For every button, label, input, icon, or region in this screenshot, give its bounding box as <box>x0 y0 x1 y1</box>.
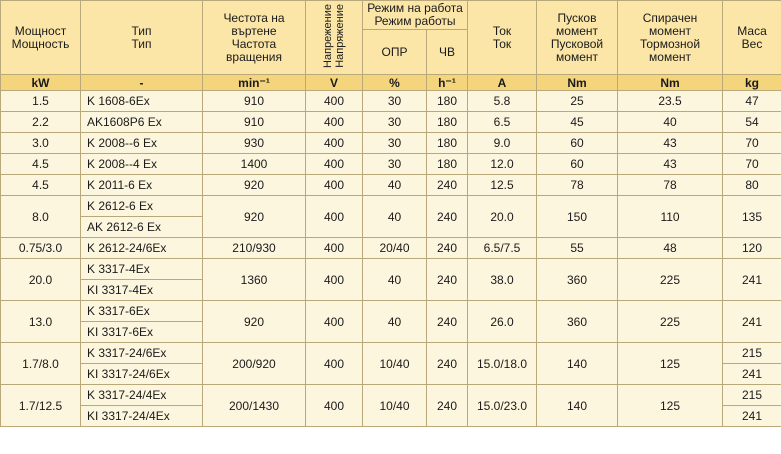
cell-mass: 54 <box>723 112 781 133</box>
cell-brake-torque: 110 <box>618 196 723 238</box>
cell-mass: 80 <box>723 175 781 196</box>
header-current: Ток Ток <box>468 1 537 75</box>
cell-voltage: 400 <box>306 175 363 196</box>
cell-voltage: 400 <box>306 133 363 154</box>
cell-brake-torque: 23.5 <box>618 91 723 112</box>
header-start-torque: Пусков момент Пусковой момент <box>537 1 618 75</box>
cell-speed: 200/1430 <box>203 385 306 427</box>
table-row <box>1 175 781 196</box>
cell-speed: 210/930 <box>203 238 306 259</box>
cell-type: K 3317-4Ex <box>81 259 203 280</box>
header-power: Мощност Мощность <box>1 1 81 75</box>
cell-type: K 1608-6Ex <box>81 91 203 112</box>
unit-opr: % <box>363 75 427 91</box>
cell-speed: 200/920 <box>203 343 306 385</box>
cell-current: 15.0/23.0 <box>468 385 537 427</box>
cell-opr: 30 <box>363 133 427 154</box>
cell-start-torque: 55 <box>537 238 618 259</box>
cell-opr: 30 <box>363 112 427 133</box>
cell-power: 20.0 <box>1 259 81 301</box>
cell-chv: 240 <box>427 238 468 259</box>
cell-voltage: 400 <box>306 91 363 112</box>
cell-start-torque: 60 <box>537 154 618 175</box>
cell-start-torque: 360 <box>537 259 618 301</box>
cell-start-torque: 45 <box>537 112 618 133</box>
cell-brake-torque: 125 <box>618 385 723 427</box>
cell-current: 26.0 <box>468 301 537 343</box>
cell-current: 20.0 <box>468 196 537 238</box>
header-type: Тип Тип <box>81 1 203 75</box>
table-row <box>1 385 781 406</box>
cell-mass: 47 <box>723 91 781 112</box>
table-row <box>1 259 781 280</box>
cell-voltage: 400 <box>306 154 363 175</box>
cell-opr: 30 <box>363 154 427 175</box>
table-row <box>1 301 781 322</box>
cell-brake-torque: 43 <box>618 154 723 175</box>
cell-current: 38.0 <box>468 259 537 301</box>
cell-mass: 215 <box>723 385 781 406</box>
cell-mass: 215 <box>723 343 781 364</box>
cell-power: 0.75/3.0 <box>1 238 81 259</box>
cell-power: 8.0 <box>1 196 81 238</box>
cell-speed: 920 <box>203 301 306 343</box>
cell-brake-torque: 40 <box>618 112 723 133</box>
cell-type: KI 3317-24/4Ex <box>81 406 203 427</box>
cell-speed: 910 <box>203 91 306 112</box>
table-body <box>1 91 781 427</box>
cell-speed: 1360 <box>203 259 306 301</box>
unit-brake-torque: Nm <box>618 75 723 91</box>
cell-brake-torque: 225 <box>618 259 723 301</box>
unit-chv: h⁻¹ <box>427 75 468 91</box>
cell-opr: 10/40 <box>363 385 427 427</box>
cell-mass: 241 <box>723 259 781 301</box>
cell-current: 6.5/7.5 <box>468 238 537 259</box>
cell-power: 1.7/8.0 <box>1 343 81 385</box>
cell-speed: 920 <box>203 175 306 196</box>
cell-chv: 240 <box>427 385 468 427</box>
cell-type: KI 3317-6Ex <box>81 322 203 343</box>
cell-mass: 241 <box>723 301 781 343</box>
cell-opr: 40 <box>363 301 427 343</box>
unit-speed: min⁻¹ <box>203 75 306 91</box>
cell-chv: 180 <box>427 154 468 175</box>
header-mode-opr: ОПР <box>363 30 427 75</box>
header-mode-chv: ЧВ <box>427 30 468 75</box>
cell-power: 3.0 <box>1 133 81 154</box>
cell-current: 6.5 <box>468 112 537 133</box>
cell-start-torque: 78 <box>537 175 618 196</box>
cell-voltage: 400 <box>306 112 363 133</box>
cell-start-torque: 360 <box>537 301 618 343</box>
unit-start-torque: Nm <box>537 75 618 91</box>
table-row <box>1 112 781 133</box>
cell-start-torque: 140 <box>537 343 618 385</box>
header-mode: Режим на работа Режим работы <box>363 1 468 30</box>
cell-type: AK1608P6 Ex <box>81 112 203 133</box>
header-speed: Честота на въртене Частота вращения <box>203 1 306 75</box>
cell-type: K 3317-24/4Ex <box>81 385 203 406</box>
unit-current: A <box>468 75 537 91</box>
cell-brake-torque: 225 <box>618 301 723 343</box>
cell-chv: 180 <box>427 133 468 154</box>
unit-type: - <box>81 75 203 91</box>
cell-chv: 240 <box>427 343 468 385</box>
cell-brake-torque: 43 <box>618 133 723 154</box>
cell-speed: 930 <box>203 133 306 154</box>
cell-opr: 20/40 <box>363 238 427 259</box>
cell-chv: 240 <box>427 259 468 301</box>
cell-power: 1.7/12.5 <box>1 385 81 427</box>
cell-power: 4.5 <box>1 175 81 196</box>
cell-speed: 910 <box>203 112 306 133</box>
cell-opr: 10/40 <box>363 343 427 385</box>
cell-current: 15.0/18.0 <box>468 343 537 385</box>
cell-opr: 40 <box>363 196 427 238</box>
unit-mass: kg <box>723 75 781 91</box>
cell-opr: 30 <box>363 91 427 112</box>
unit-power: kW <box>1 75 81 91</box>
cell-voltage: 400 <box>306 196 363 238</box>
cell-mass: 70 <box>723 133 781 154</box>
cell-type: K 2008--4 Ex <box>81 154 203 175</box>
cell-power: 4.5 <box>1 154 81 175</box>
table-row <box>1 343 781 364</box>
table-row <box>1 154 781 175</box>
cell-power: 13.0 <box>1 301 81 343</box>
cell-type: AK 2612-6 Ex <box>81 217 203 238</box>
cell-brake-torque: 125 <box>618 343 723 385</box>
cell-speed: 920 <box>203 196 306 238</box>
cell-brake-torque: 78 <box>618 175 723 196</box>
cell-voltage: 400 <box>306 385 363 427</box>
cell-start-torque: 25 <box>537 91 618 112</box>
cell-type: K 2008--6 Ex <box>81 133 203 154</box>
cell-current: 12.5 <box>468 175 537 196</box>
cell-voltage: 400 <box>306 259 363 301</box>
cell-type: KI 3317-24/6Ex <box>81 364 203 385</box>
table-row <box>1 133 781 154</box>
cell-mass: 70 <box>723 154 781 175</box>
cell-mass: 120 <box>723 238 781 259</box>
cell-type: K 2612-24/6Ex <box>81 238 203 259</box>
cell-type: K 2011-6 Ex <box>81 175 203 196</box>
cell-power: 1.5 <box>1 91 81 112</box>
header-voltage: НапрежениеНапряжение <box>306 1 363 75</box>
cell-chv: 240 <box>427 196 468 238</box>
cell-chv: 180 <box>427 112 468 133</box>
cell-voltage: 400 <box>306 301 363 343</box>
cell-start-torque: 140 <box>537 385 618 427</box>
header-brake-torque: Спирачен момент Тормозной момент <box>618 1 723 75</box>
cell-voltage: 400 <box>306 238 363 259</box>
cell-opr: 40 <box>363 259 427 301</box>
cell-type: K 3317-24/6Ex <box>81 343 203 364</box>
cell-brake-torque: 48 <box>618 238 723 259</box>
header-mass: Маса Вес <box>723 1 781 75</box>
cell-voltage: 400 <box>306 343 363 385</box>
cell-speed: 1400 <box>203 154 306 175</box>
cell-type: KI 3317-4Ex <box>81 280 203 301</box>
cell-opr: 40 <box>363 175 427 196</box>
cell-mass: 135 <box>723 196 781 238</box>
cell-type: K 2612-6 Ex <box>81 196 203 217</box>
cell-chv: 180 <box>427 91 468 112</box>
unit-voltage: V <box>306 75 363 91</box>
table-row <box>1 196 781 217</box>
table-row <box>1 238 781 259</box>
cell-start-torque: 150 <box>537 196 618 238</box>
cell-current: 12.0 <box>468 154 537 175</box>
cell-mass: 241 <box>723 364 781 385</box>
cell-chv: 240 <box>427 175 468 196</box>
cell-power: 2.2 <box>1 112 81 133</box>
cell-start-torque: 60 <box>537 133 618 154</box>
table-row <box>1 91 781 112</box>
cell-current: 9.0 <box>468 133 537 154</box>
cell-mass: 241 <box>723 406 781 427</box>
cell-current: 5.8 <box>468 91 537 112</box>
cell-chv: 240 <box>427 301 468 343</box>
cell-type: K 3317-6Ex <box>81 301 203 322</box>
